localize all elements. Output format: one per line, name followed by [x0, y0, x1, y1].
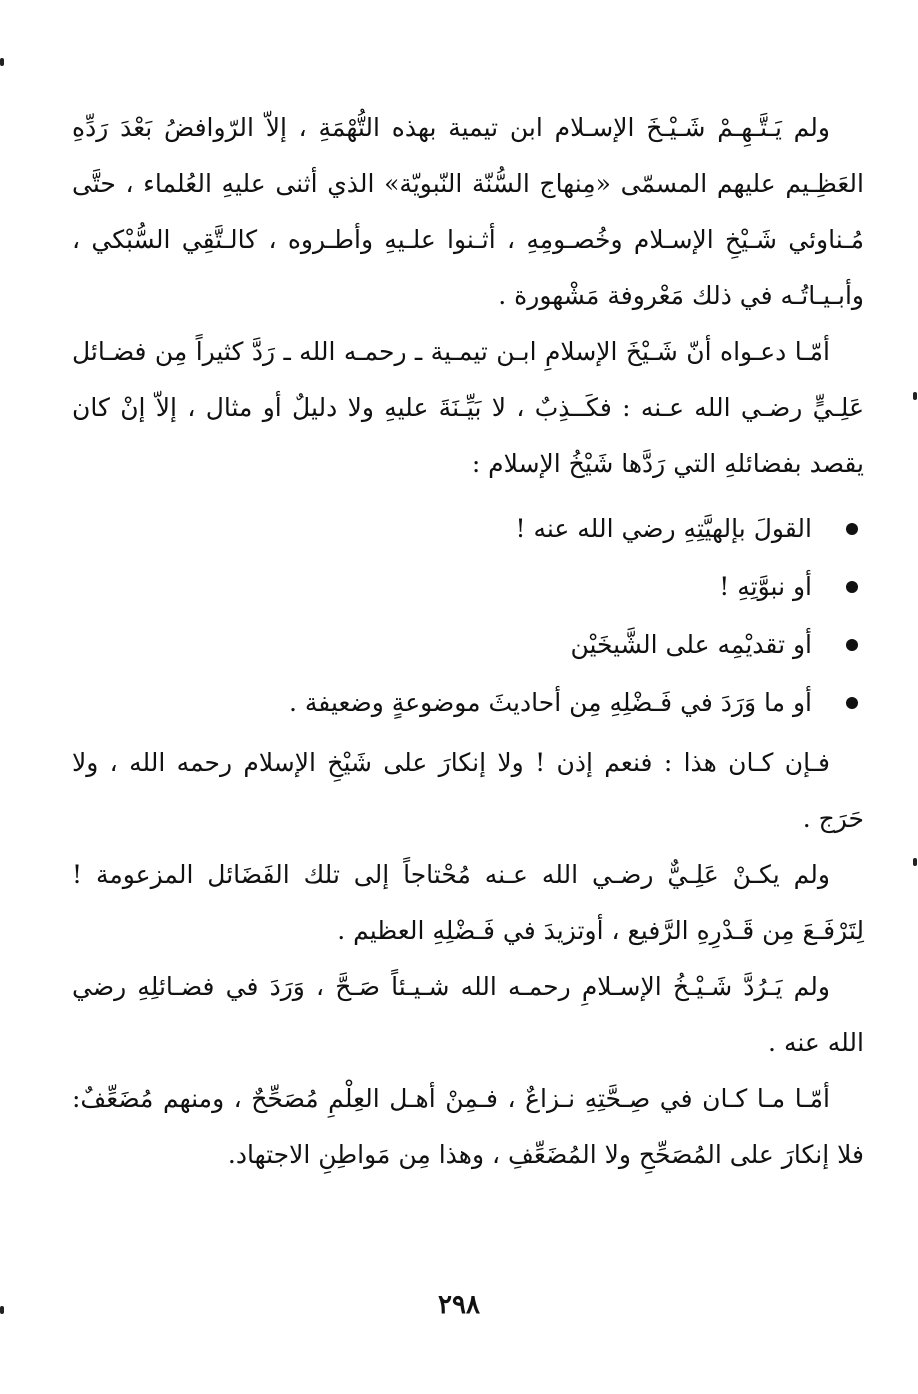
list-item — [72, 558, 864, 616]
list-item — [72, 616, 864, 674]
scan-mark-top — [0, 58, 4, 66]
bullet-icon — [846, 523, 858, 535]
scan-mark-right-1 — [913, 392, 917, 400]
bullet-icon — [846, 639, 858, 651]
list-item — [72, 674, 864, 732]
paragraph: فـإن كـان هذا : فنعم إذن ! ولا إنكارَ على شَيْخِ الإسلام رحمه الله ، ولا حَرَج . — [72, 748, 864, 833]
paragraph: أمّـا دعـواه أنّ شَـيْخَ الإسلامِ ابـن تيمـية ـ رحمـه الله ـ رَدَّ كثيراً مِن فضـائل عَلِـيٍّ رضـي الله عـنه : فكَــذِبٌ ، لا بَيِّـنَةَ عليهِ ولا دليلٌ أو مثال ، إلاّ إنْ كان يقصد بفضائلهِ التي رَدَّها شَيْخُ الإسلام : — [72, 337, 864, 478]
list-item-text: أو نبوَّتِهِ ! — [719, 572, 812, 601]
page-number: ٢٩٨ — [438, 1290, 480, 1320]
paragraph: أمّـا مـا كـان في صِـحَّتِهِ نـزاعٌ ، فـمِنْ أهـل العِلْمِ مُصَحِّحٌ ، ومنهم مُضَعِّفٌ: فلا إنكارَ على المُصَحِّحِ ولا المُضَعِّفِ ، وهذا مِن مَواطِنِ الاجتهاد. — [72, 1084, 864, 1169]
paragraph: ولم يكـنْ عَلِـيٌّ رضـي الله عـنه مُحْتاجاً إلى تلك الفَضَائل المزعومة ! لِتَرْفَـعَ مِن قَـدْرِهِ الرَّفيع ، أوتزيدَ في فَـضْلِهِ العظيم . — [72, 860, 864, 945]
list-item-text: القولَ بإلهيَّتِهِ رضي الله عنه ! — [515, 514, 812, 543]
paragraph: ولم يَـرُدَّ شَـيْـخُ الإسـلامِ رحمـه الله شـيـئاً صَـحَّ ، وَرَدَ في فضـائلِهِ رضي الله عنه . — [72, 972, 864, 1057]
bullet-icon — [846, 697, 858, 709]
bullet-list — [72, 500, 864, 732]
list-item-text: أو تقديْمِه على الشَّيخَيْن — [570, 630, 812, 659]
body-text-top — [72, 100, 864, 492]
bullet-icon — [846, 581, 858, 593]
body-text-bottom — [72, 735, 864, 1183]
list-item — [72, 500, 864, 558]
paragraph: ولم يَـتَّـهِـمْ شَـيْـخَ الإسـلام ابن تيمية بهذه التُّهْمَةِ ، إلاّ الرّوافضُ بَعْدَ رَدِّهِ العَظِـيم عليهم المسمّى «مِنهاج السُّنّة النّبويّة» الذي أثنى عليهِ العُلماء ، حتَّى مُـناوئي شَـيْخِ الإسـلام وخُصـومِهِ ، أثـنوا علـيهِ وأطـروه ، كالـتَّقِي السُّبْكي ، وأبـيـاتُـه في ذلك مَعْروفة مَشْهورة . — [72, 113, 864, 310]
list-item-text: أو ما وَرَدَ في فَـضْلِهِ مِن أحاديثَ موضوعةٍ وضعيفة . — [289, 688, 812, 717]
scan-mark-right-2 — [913, 858, 917, 866]
